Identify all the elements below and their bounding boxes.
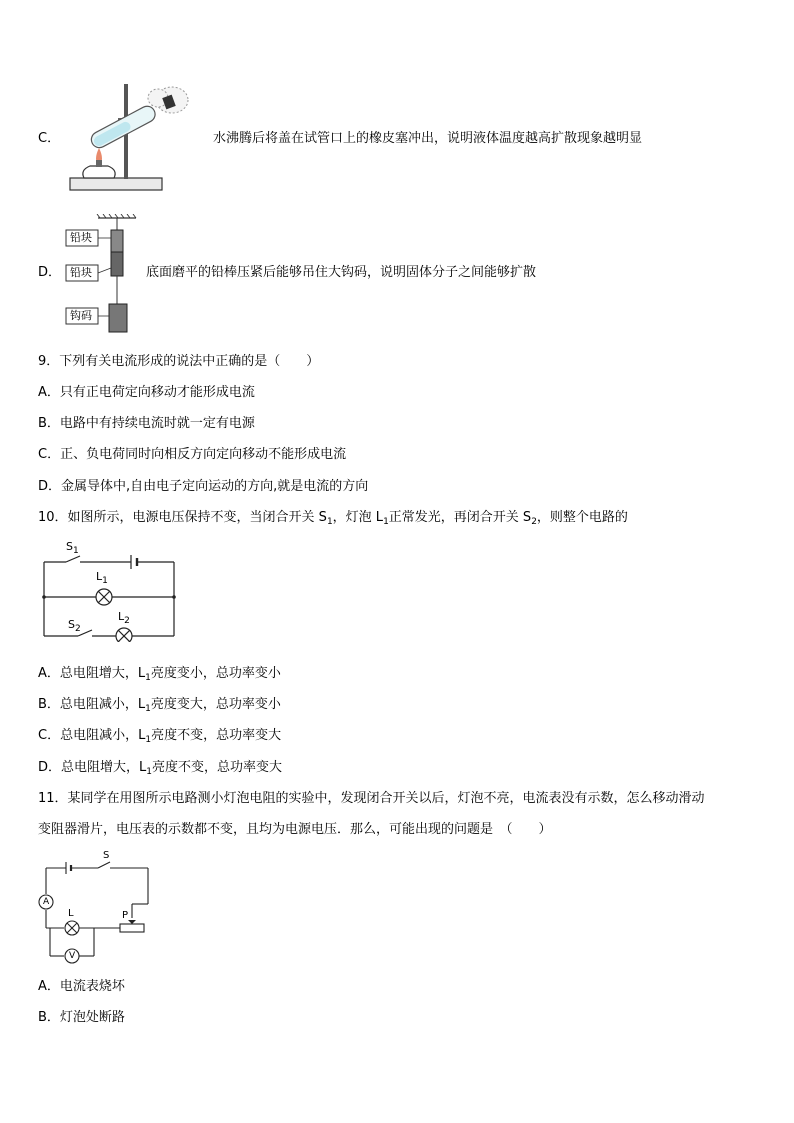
q11-option-b: B．灯泡处断路 [38,1010,125,1025]
q9-option-d: D．金属导体中,自由电子定向运动的方向,就是电流的方向 [38,479,369,494]
q10-option-b: B．总电阻减小，$L_1$亮度变大，总功率变小 [38,697,281,714]
q8-option-c-text: 水沸腾后将盖在试管口上的橡皮塞冲出，说明液体温度越高扩散现象越明显 [213,131,643,146]
q10-option-a: A．总电阻增大，$L_1$亮度变小，总功率变小 [38,666,281,683]
q9-stem: 9．下列有关电流形成的说法中正确的是（ ） [38,354,320,369]
alcohol-lamp [83,166,115,178]
fig-label-l: L [68,908,74,919]
q8-option-c-letter: C． [38,131,61,146]
switch-s [98,862,110,868]
fig-label-s1: $S_1$ [66,540,79,556]
q10-option-c: C．总电阻减小，$L_1$亮度不变，总功率变大 [38,728,282,745]
test-tube [89,103,158,150]
q9-option-c: C．正、负电荷同时向相反方向定向移动不能形成电流 [38,447,347,462]
q11-circuit-figure [36,852,156,970]
q8-option-d-text: 底面磨平的铅棒压紧后能够吊住大钩码，说明固体分子之间能够扩散 [146,265,537,280]
q10-circuit-figure [38,540,183,646]
q9-option-b: B．电路中有持续电流时就一定有电源 [38,416,255,431]
stand-base [70,178,162,190]
fig-label-s: S [103,850,110,861]
hook-weight [109,304,127,332]
q10-stem: 10．如图所示，电源电压保持不变，当闭合开关 $S_1$，灯泡 $L_1$正常发光，再闭合开关 $S_2$，则整个电路的 [38,510,628,527]
fig-label-s2: $S_2$ [68,618,81,634]
q11-stem-line1: 11．某同学在用图所示电路测小灯泡电阻的实验中，发现闭合开关以后，灯泡不亮，电流表没有示数，怎么移动滑动 [38,791,705,806]
q11-stem-line2: 变阻器滑片，电压表的示数都不变，且均为电源电压．那么，可能出现的问题是 （ ） [38,822,552,837]
q9-option-a: A．只有正电荷定向移动才能形成电流 [38,385,255,400]
lead-block-upper [111,230,123,252]
label-hook-weight: 钩码 [70,309,92,322]
slider-arrow-icon [128,920,136,924]
label-lead-block-2: 铅块 [70,266,92,279]
fig-label-v: V [69,951,76,961]
q8-option-c-figure [60,78,190,200]
fig-label-l2: $L_2$ [118,610,130,626]
rheostat [120,924,144,932]
q8-option-d-figure [62,214,142,340]
label-lead-block-1: 铅块 [70,231,92,244]
fig-label-l1: $L_1$ [96,570,108,586]
q8-option-d-letter: D． [38,265,62,280]
q11-option-a: A．电流表烧坏 [38,979,125,994]
lead-block-lower [111,252,123,276]
q10-option-d: D．总电阻增大，$L_1$亮度不变，总功率变大 [38,760,283,777]
fig-label-a: A [43,897,50,907]
fig-label-p: P [122,910,129,921]
